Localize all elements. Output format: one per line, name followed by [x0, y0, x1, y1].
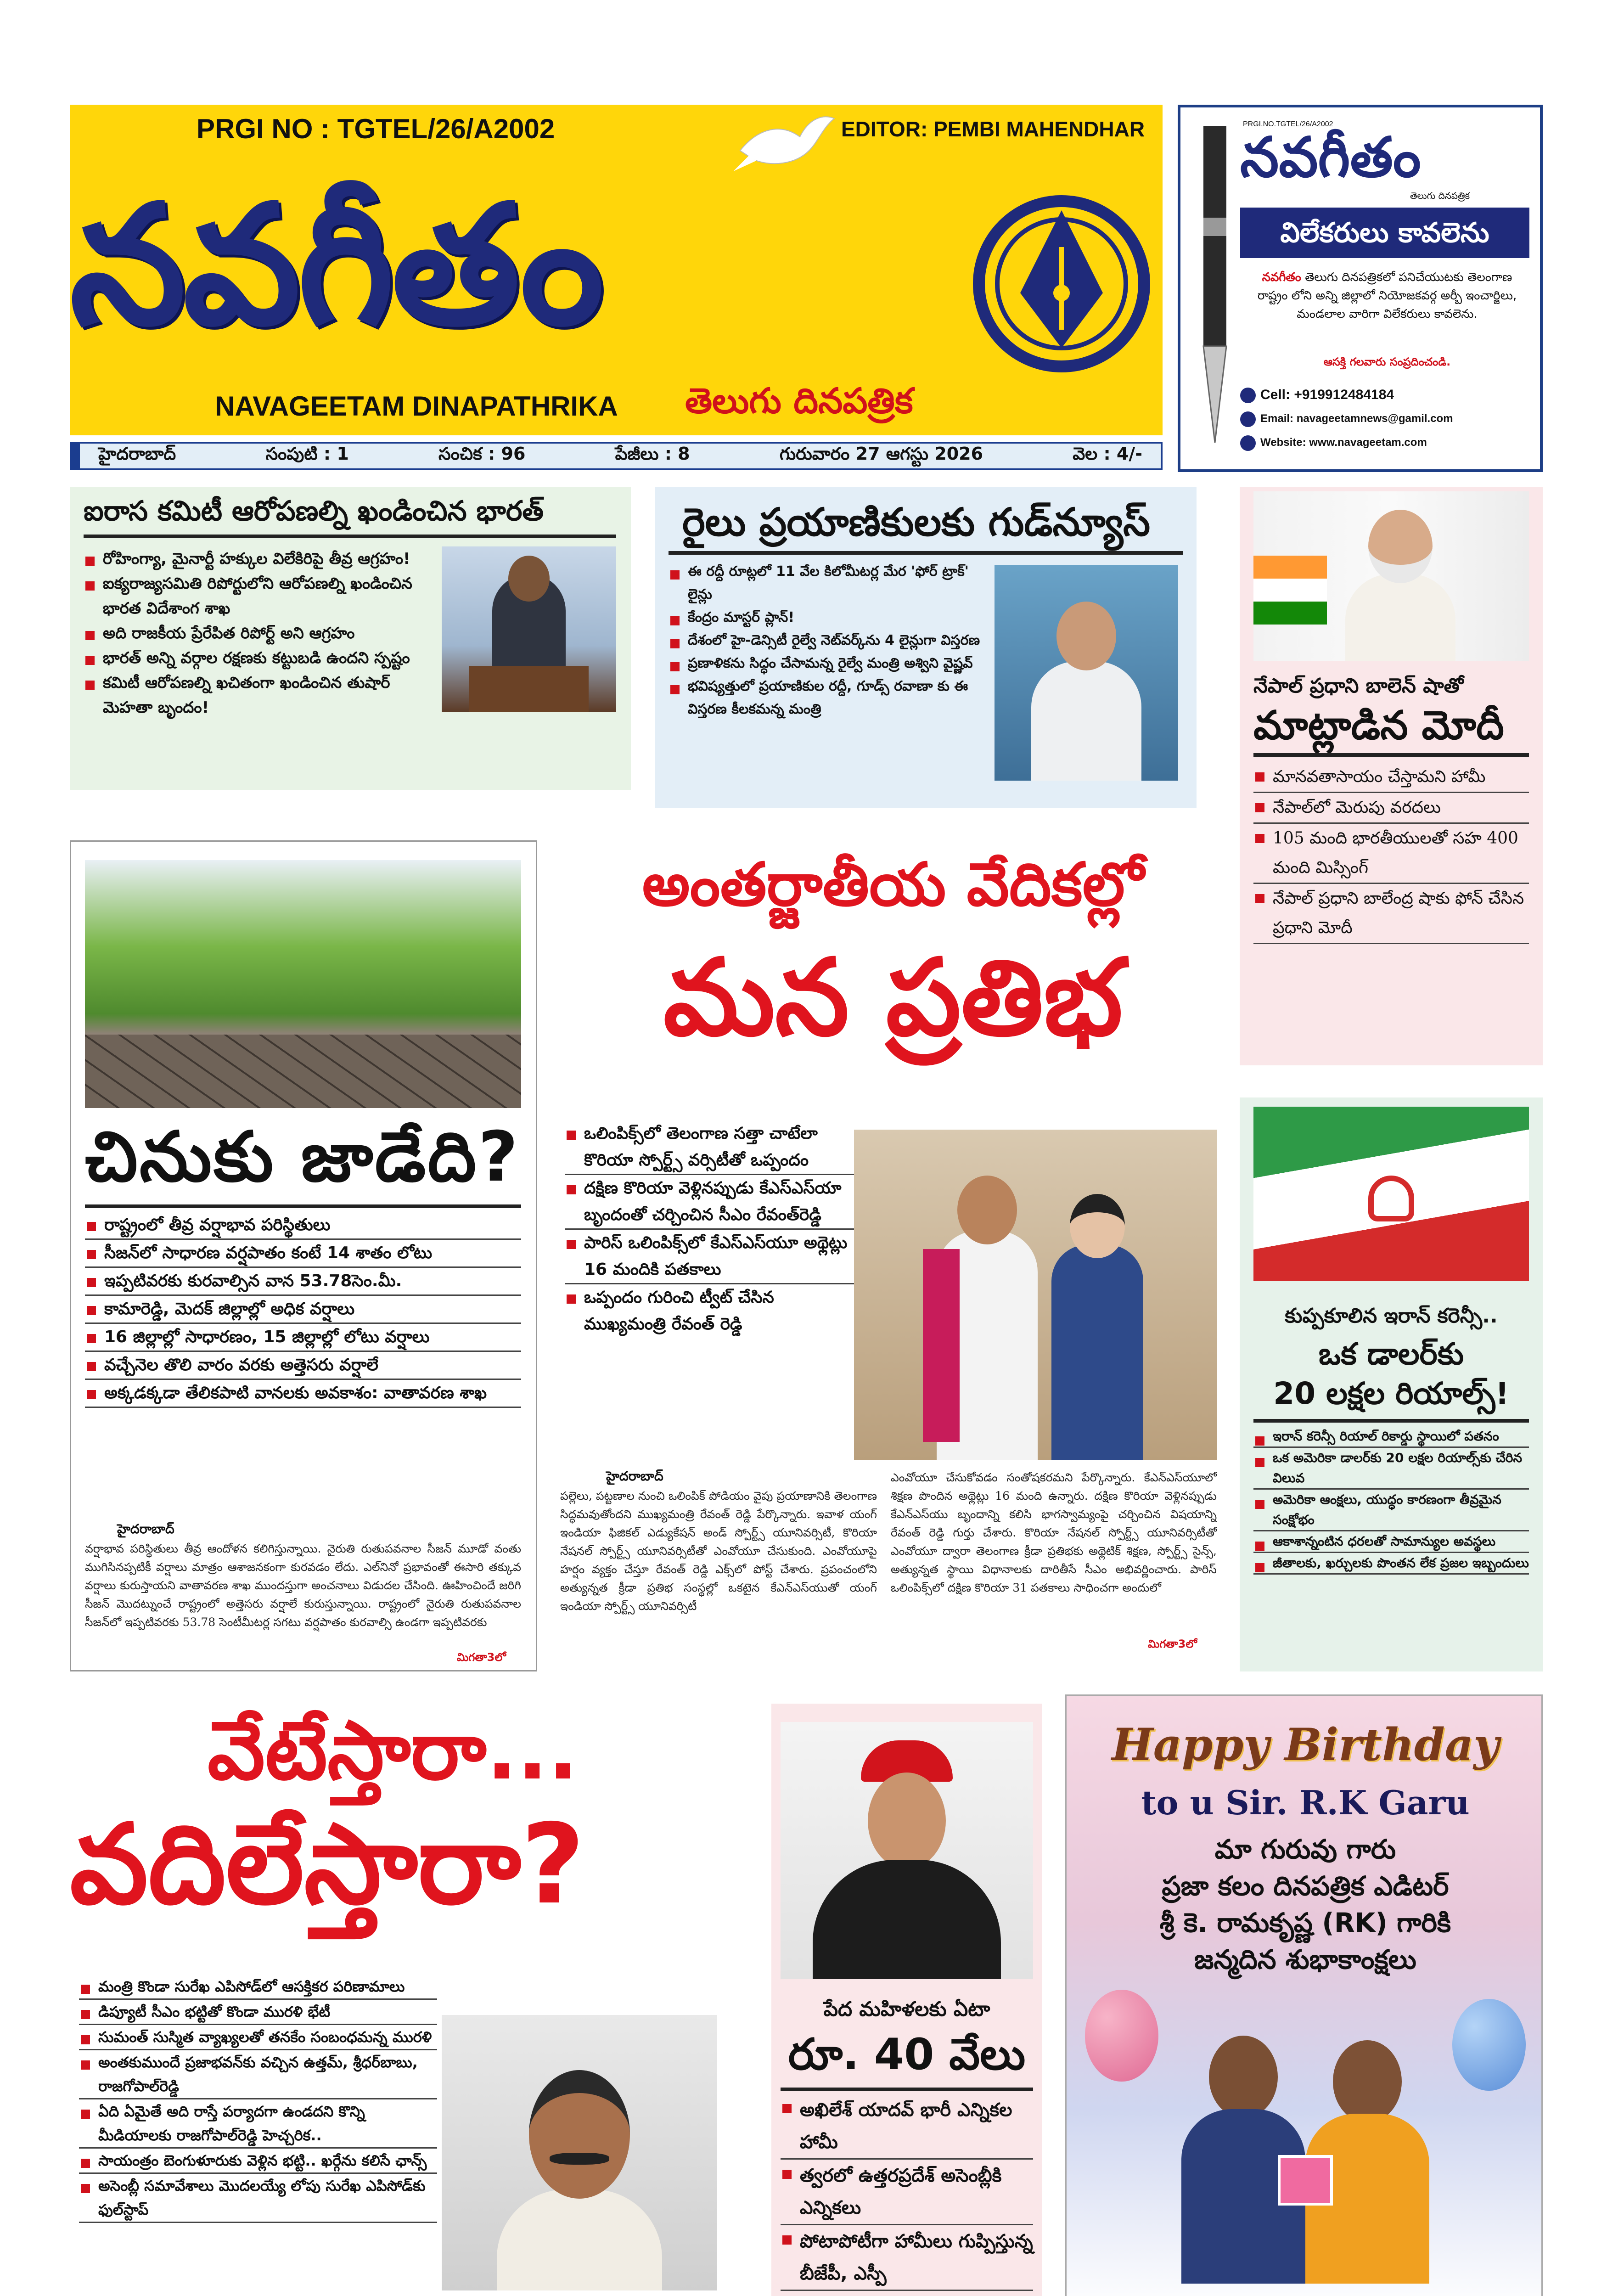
headline-talent: మన ప్రతిభ	[663, 937, 1123, 1059]
headline-rain: చినుకు జాడేది?	[85, 1117, 520, 1197]
list-item: ఇప్పటివరకు కురవాల్సిన వాన 53.78సెం.మీ.	[85, 1268, 521, 1296]
man-right-head	[1333, 2040, 1402, 2123]
list-item: దేశంలో హై-డెన్సిటీ రైల్వే నెట్‌వర్క్‌ను 4 లైన్లుగా విస్తరణ	[669, 629, 990, 652]
iran-bullets	[1253, 1426, 1529, 1575]
story-sacked	[70, 1699, 745, 2296]
ad-body	[1249, 268, 1525, 323]
list-item: కామారెడ్డి, మెదక్ జిల్లాల్లో అధిక వర్షాలు	[85, 1296, 521, 1324]
pen-nib-icon	[970, 192, 1153, 376]
ad-cell: Cell: +919912484184	[1260, 387, 1394, 402]
sacked-headline-2: వదిలేస్తారా?	[70, 1800, 585, 1929]
photo-akhilesh	[781, 1722, 1033, 1979]
podium	[469, 666, 589, 712]
list-item: దక్షిణ కొరియా వెళ్లినప్పుడు కేఎస్‌ఎస్‌యా బృందంతో చర్చించిన సీఎం రేవంత్‌రెడ్డి	[565, 1175, 859, 1230]
athlete-figure	[1051, 1244, 1143, 1460]
list-item: ఇరాన్ కరెన్సీ రియాల్ రికార్డు స్థాయిలో పతనం	[1253, 1426, 1529, 1448]
shawl	[923, 1249, 960, 1442]
talent-body-left: పల్లెలు, పట్టణాల నుంచి ఒలింపిక్ పోడియం వైపు ప్రయాణానికి తెలంగాణ సిద్ధమవుతోందని ముఖ్యమంత్రి రేవంత్ రెడ్డి పేర్కొన్నారు. ఇవాళ యంగ్ ఇండియా ఫిజికల్ ఎడ్యుకేషన్ అండ్ స్పోర్ట్స్ యూనివర్సిటీ, కొరియా నేషనల్ స్పోర్ట్స్ యూనివర్సిటీతో ఎంవోయూ చేసుకుంది. ఎంవోయూపై హర్షం వ్యక్తం చేస్తూ రేవంత్ రెడ్డి ఎక్స్‌లో పోస్ట్ చేశారు. ప్రపంచంలోని అత్యున్నత క్రీడా ప్రతిభ సంస్థల్లో ఒకటైన కేఎన్‌ఎస్‌యుతో యంగ్ ఇండియా స్పోర్ట్స్ యూనివర్సిటీ	[560, 1489, 877, 1613]
ad-invite: ఆసక్తి గలవారు సంప్రదించండి.	[1323, 355, 1451, 368]
list-item: సుమంత్ సుస్మిత వ్యాఖ్యలతో తనకేం సంబంధమన్న మురళి	[79, 2025, 437, 2050]
divider	[85, 1204, 521, 1208]
list-item: భారత్ అన్ని వర్గాల రక్షణకు కట్టుబడి ఉందని స్పష్టం	[84, 646, 437, 670]
list-item	[781, 2291, 1033, 2296]
list-item: రోహింగ్యా, మైనార్టీ హక్కుల విలేకిరిపై తీవ్ర ఆగ్రహం!	[84, 546, 437, 571]
list-item: ఒక అమెరికా డాలర్‌కు 20 లక్షల రియాల్స్‌కు చేరిన విలువ	[1253, 1448, 1529, 1490]
man-left-head	[1209, 2036, 1278, 2118]
list-item: ఒప్పందం గురించి ట్వీట్ చేసిన ముఖ్యమంత్రి రేవంత్ రెడ్డి	[565, 1284, 859, 1338]
ad-logo: నవగీతం	[1240, 126, 1421, 190]
photo-modi	[1253, 491, 1529, 661]
murali-head	[529, 2070, 630, 2199]
rain-continued: మిగతా3లో	[457, 1651, 506, 1664]
flag-stripe-green	[1253, 602, 1327, 625]
divider	[84, 535, 616, 538]
list-item: జీతాలకు, ఖర్చులకు పొంతన లేక ప్రజల ఇబ్బందులు	[1253, 1553, 1529, 1575]
sacked-bullets	[79, 1975, 437, 2223]
photo-greeting	[1140, 2017, 1471, 2284]
photo-cm-athlete	[854, 1130, 1217, 1460]
ad-website: Website: www.navageetam.com	[1260, 436, 1427, 449]
globe-icon	[1240, 435, 1256, 451]
gift-box	[1278, 2155, 1333, 2206]
story-iran	[1240, 1097, 1543, 1671]
email-icon	[1240, 411, 1256, 427]
list-item: మంత్రి కొండా సురేఖ ఎపిసోడ్‌లో ఆసక్తికర పరిణామాలు	[79, 1975, 437, 2000]
fountain-pen-icon	[1190, 126, 1240, 447]
ad-email-row	[1240, 407, 1534, 431]
info-price: వెల : 4/-	[1073, 444, 1142, 464]
masthead	[70, 105, 1163, 435]
list-item: ఐక్యరాజ్యసమితి రిపోర్టులోని ఆరోపణల్ని ఖండించిన భారత విదేశాంగ శాఖ	[84, 571, 437, 621]
list-item: కేంద్రం మాస్టర్ ప్లాన్!	[669, 606, 990, 629]
flag-stripe-white	[1253, 579, 1327, 602]
list-item: అమెరికా ఆంక్షలు, యుద్ధం కారణంగా తీవ్రమైన సంక్షోభం	[1253, 1490, 1529, 1531]
headline-modi: మాట్లాడిన మోదీ	[1253, 703, 1504, 748]
info-date: గురువారం 27 ఆగస్టు 2026	[779, 444, 983, 464]
murali-body	[497, 2189, 662, 2290]
akhilesh-bullets	[781, 2094, 1033, 2296]
bday-line4: జన్మదిన శుభాకాంక్షలు	[1194, 1944, 1416, 1975]
info-city: హైదరాబాద్	[98, 444, 176, 464]
list-item: ఈ రద్దీ రూట్లలో 11 వేల కిలోమీటర్ల మేర 'ఫోర్ ట్రాక్' లైన్లు	[669, 560, 990, 606]
rain-dateline: హైదరాబాద్	[117, 1521, 174, 1536]
story-akhilesh	[771, 1704, 1042, 2296]
minister-head	[1056, 602, 1116, 670]
list-item: వచ్చేనెల తొలి వారం వరకు అత్తెసరు వర్షాలే	[85, 1352, 521, 1380]
rain-bullets	[85, 1212, 521, 1408]
list-item: కమిటీ ఆరోపణల్ని ఖచితంగా ఖండించిన తుషార్ మెహతా బృందం!	[84, 670, 437, 720]
info-issue: సంచిక : 96	[438, 444, 526, 464]
akhilesh-body	[813, 1860, 1001, 1979]
talent-kicker: అంతర్జాతీయ వేదికల్లో	[642, 850, 1144, 919]
list-item: 105 మంది భారతీయులతో సహ 400 మంది మిస్సింగ్	[1253, 824, 1529, 884]
murali-moustache	[550, 2153, 609, 2165]
list-item: సాయంత్రం బెంగుళూరుకు వెళ్లిన భట్టి.. ఖర్గేను కలిసే ఛాన్స్	[79, 2149, 437, 2174]
divider	[669, 551, 1183, 555]
story-bharat	[70, 487, 631, 790]
ad-body-text: తెలుగు దినపత్రికలో పనిచేయుటకు తెలంగాణ రాష్ట్రం లోని అన్ని జిల్లాలో నియోజకవర్గ అర్బీ ఇంచార్జిలు, మండలాల వారిగా విలేకరులు కావలెను.	[1257, 270, 1517, 321]
talent-dateline: హైదరాబాద్	[606, 1469, 663, 1484]
list-item: రాష్ట్రంలో తీవ్ర వర్షాభావ పరిస్థితులు	[85, 1212, 521, 1240]
cracked-ground	[85, 1035, 521, 1108]
ad-body-brand: నవగీతం	[1262, 270, 1301, 284]
prgi-number: PRGI NO : TGTEL/26/A2002	[197, 113, 555, 144]
photo-paddy-field	[85, 860, 521, 1108]
list-item: అది రాజకీయ ప్రేరేపిత రిపోర్ట్ అని ఆగ్రహం	[84, 621, 437, 646]
minister-body	[1031, 661, 1141, 781]
photo-minister	[995, 565, 1178, 781]
iran-kicker: కుప్పకూలిన ఇరాన్ కరెన్సీ..	[1285, 1304, 1498, 1328]
english-name: NAVAGEETAM DINAPATHRIKA	[215, 391, 618, 422]
list-item: పారిస్ ఒలింపిక్స్‌లో కేఎస్‌ఎస్‌యూ అథ్లెట్లు 16 మందికి పతకాలు	[565, 1230, 859, 1284]
list-item: ఏది ఏమైతే అది రాస్తే పర్యాదగా ఉండదని కొన్ని మీడియాలకు రాజగోపాల్‌రెడ్డి హెచ్చరిక..	[79, 2099, 437, 2149]
bday-line2: ప్రజా కలం దినపత్రిక ఎడిటర్	[1162, 1870, 1449, 1902]
rain-body: వర్షాభావ పరిస్థితులు తీవ్ర ఆందోళన కలిగిస్తున్నాయి. నైరుతి రుతుపవనాల సీజన్ మూడో వంతు ముగిసినప్పటికీ వర్షాలు మాత్రం ఆశాజనకంగా కురవడం లేదు. ఎల్‌నినో ప్రభావంతో ఈసారి తక్కువ వర్షాలు కురుస్తాయని వాతావరణ శాఖ ముందస్తుగా అంచనాలు విడుదల చేసింది. ఊహించిందే జరిగి సీజన్ మొదట్నుంచే రాష్ట్రంలో అత్తెసరు వర్షాలే కురుస్తున్నాయి. రాష్ట్రంలో నైరుతి రుతుపవనాల సీజన్‌లో ఇప్పటివరకు 53.78 సెంటీమీటర్ల సగటు వర్షపాతం కురవాల్సి ఉండగా ఇప్పటివరకు	[85, 1542, 521, 1629]
ad-prgi: PRGI.NO.TGTEL/26/A2002	[1243, 120, 1333, 128]
story-rain	[70, 840, 537, 1671]
list-item: భవిష్యత్తులో ప్రయాణికుల రద్దీ, గూడ్స్ రవాణా కు ఈ విస్తరణ కీలకమన్న మంత్రి	[669, 675, 990, 721]
bday-title: Happy Birthday	[1112, 1719, 1499, 1771]
headline-bharat: ఐరాస కమిటీ ఆరోపణల్ని ఖండించిన భారత్	[84, 495, 544, 527]
list-item: డిప్యూటీ సీఎం భట్టితో కొండా మురళి భేటీ	[79, 2000, 437, 2025]
list-item: అక్కడక్కడా తేలికపాటి వానలకు అవకాశం: వాతావరణ శాఖ	[85, 1380, 521, 1408]
list-item: మానవతాసాయం చేస్తామని హామీ	[1253, 762, 1529, 793]
list-item: అంతకుముందే ప్రజాభవన్‌కు వచ్చిన ఉత్తమ్, శ్రీధర్‌బాబు, రాజగోపాల్‌రెడ్డి	[79, 2050, 437, 2099]
photo-speaker	[442, 546, 616, 712]
story-modi	[1240, 487, 1543, 1065]
info-pages: పేజీలు : 8	[615, 444, 690, 464]
rail-bullets	[669, 560, 990, 721]
info-volume: సంపుటి : 1	[265, 444, 349, 464]
ad-logo-sub: తెలుగు దినపత్రిక	[1410, 190, 1470, 201]
flag-stripe-saffron	[1253, 556, 1327, 579]
modi-body	[1345, 574, 1455, 661]
speaker-head	[508, 556, 550, 602]
akhilesh-kicker: పేద మహిళలకు ఏటా	[823, 1998, 990, 2021]
list-item: ఆకాశాన్నంటిన ధరలతో సామాన్యుల అవస్థలు	[1253, 1531, 1529, 1553]
bday-to: to u Sir. R.K Garu	[1141, 1783, 1470, 1822]
birthday-ad	[1065, 1694, 1543, 2296]
akhilesh-head	[868, 1773, 946, 1869]
list-item: అఖిలేశ్ యాదవ్ భారీ ఎన్నికల హామీ	[781, 2094, 1033, 2160]
story-talent	[551, 840, 1235, 1671]
list-item: పోటాపోటీగా హామీలు గుప్పిస్తున్న బీజేపీ, ఎస్పీ	[781, 2225, 1033, 2291]
modi-bullets	[1253, 762, 1529, 944]
iran-headline-2: 20 లక్షల రియాల్స్!	[1273, 1376, 1509, 1411]
ad-contacts	[1240, 383, 1534, 455]
list-item: అసెంబ్లీ సమావేశాలు మొదలయ్యే లోపు సురేఖ ఎపిసోడ్‌కు ఫుల్‌స్టాప్	[79, 2174, 437, 2223]
ad-cell-row	[1240, 383, 1534, 407]
headline-akhilesh: రూ. 40 వేలు	[788, 2030, 1026, 2080]
talent-body-right: ఎంవోయూ చేసుకోవడం సంతోషకరమని పేర్కొన్నారు. కేఎన్‌ఎస్‌యూలో శిక్షణ పొందిన అథ్లెట్లు 16 మంది ఉన్నారు. దక్షిణ కొరియా వెళ్లినప్పుడు కేఎన్‌ఎస్‌యు బృందాన్ని కలిసి భాగస్వామ్యంపై చర్చించిన విషయాన్ని రేవంత్ రెడ్డి గుర్తు చేశారు. కొరియా నేషనల్ స్పోర్ట్స్ యూనివర్సిటీతో ఎంవోయూ ద్వారా తెలంగాణ క్రీడా ప్రతిభకు అథ్లెటిక్ శిక్షణ, స్పోర్ట్స్ సైన్స్, అత్యున్నత స్థాయి విధానాలకు దారితీసే సీఎం అభివర్ణించారు. పారిస్ ఒలింపిక్స్‌లో దక్షిణ కొరియా 31 పతకాలు సాధించగా అందులో	[891, 1471, 1217, 1594]
divider	[781, 2088, 1033, 2091]
list-item: ఒలింపిక్స్‌లో తెలంగాణ సత్తా చాటేలా కొరియా స్పోర్ట్స్ వర్సిటీతో ఒప్పందం	[565, 1120, 859, 1175]
photo-konda-murali	[442, 2015, 717, 2290]
modi-head	[1368, 510, 1433, 583]
list-item: త్వరలో ఉత్తరప్రదేశ్ అసెంబ్లీకి ఎన్నికలు	[781, 2160, 1033, 2225]
masthead-logo: నవగీతం	[70, 169, 601, 361]
ad-headline: విలేకరులు కావలెను	[1240, 208, 1529, 258]
modi-kicker: నేపాల్ ప్రధాని బాలెన్ షాతో	[1253, 674, 1464, 698]
divider	[1253, 1419, 1529, 1423]
list-item: ప్రణాళికను సిద్ధం చేసామన్న రైల్వే మంత్రి అశ్విని వైష్ణవ్	[669, 652, 990, 675]
reporters-ad	[1178, 105, 1543, 472]
phone-icon	[1240, 388, 1256, 403]
info-bar	[70, 442, 1163, 470]
story-rail	[655, 487, 1197, 808]
ad-website-row	[1240, 431, 1534, 455]
iran-headline-1: ఒక డాలర్‌కు	[1318, 1336, 1464, 1372]
talent-continued: మిగతా3లో	[1148, 1638, 1197, 1650]
list-item: నేపాల్‌లో మెరుపు వరదలు	[1253, 793, 1529, 824]
athlete-head	[1070, 1194, 1125, 1258]
ad-email: Email: navageetamnews@gamil.com	[1260, 412, 1453, 425]
photo-iran-flag	[1253, 1107, 1529, 1281]
talent-bullets	[565, 1120, 859, 1338]
list-item: 16 జిల్లాల్లో సాధారణం, 15 జిల్లాల్లో లోటు వర్షాలు	[85, 1324, 521, 1352]
list-item: నేపాల్ ప్రధాని బాలేంద్ర షాకు ఫోన్ చేసిన ప్రధాని మోదీ	[1253, 884, 1529, 944]
cm-head	[957, 1176, 1017, 1244]
bday-line1: మా గురువు గారు	[1214, 1834, 1396, 1865]
bday-line3: శ్రీ కె. రామకృష్ణ (RK) గారికి	[1159, 1907, 1451, 1938]
editor-credit: EDITOR: PEMBI MAHENDHAR	[841, 117, 1145, 141]
flag-emblem	[1368, 1176, 1414, 1221]
bharat-bullets	[84, 546, 437, 720]
sacked-headline-1: వేటేస్తారా...	[208, 1704, 579, 1798]
divider	[1253, 753, 1529, 757]
list-item: సీజన్‌లో సాధారణ వర్షపాతం కంటే 14 శాతం లోటు	[85, 1240, 521, 1268]
masthead-tagline: తెలుగు దినపత్రిక	[685, 380, 913, 421]
headline-rail: రైలు ప్రయాణికులకు గుడ్‌న్యూస్	[682, 500, 1151, 545]
